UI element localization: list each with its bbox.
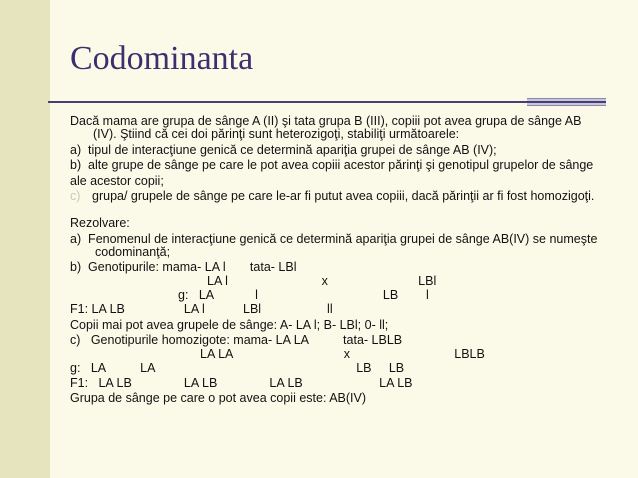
answer-b-genotypes: b) Genotipurile: mama- LA l tata- LBl (70, 260, 297, 274)
answer-c-result: Grupa de sânge pe care o pot avea copii este: AB(IV) (70, 391, 367, 405)
question-c-marker: c) (70, 189, 81, 203)
problem-line-2: (IV). Ştiind că cei doi părinţi sunt heterozigoţi, stabiliţi următoarele: (93, 127, 460, 141)
cross-1-parents: LA l x LBl (207, 274, 437, 288)
cross-2-f1: F1: LA LB LA LB LA LB LA LB (70, 376, 413, 390)
cross-2-gametes: g: LA LA LB LB (70, 361, 405, 375)
answer-c-genotypes: c) Genotipurile homozigote: mama- LA LA tata- LBLB (70, 333, 403, 347)
slide-title: Codominanta (70, 40, 254, 77)
title-divider (48, 101, 606, 103)
title-divider-accent-line (527, 101, 606, 103)
solution-heading: Rezolvare: (70, 216, 130, 230)
answer-a: a) Fenomenul de interacţiune genică ce determină apariţia grupei de sânge AB(IV) se numeşte (70, 232, 598, 246)
question-b: b) alte grupe de sânge pe care le pot avea copiii acestor părinţi şi genotipul grupelor de sânge (70, 158, 594, 172)
question-a: a) tipul de interacţiune genică ce determină apariţia grupei de sânge AB (IV); (70, 143, 497, 157)
cross-1-f1: F1: LA LB LA l LBl ll (70, 302, 333, 316)
answer-b-groups: Copii mai pot avea grupele de sânge: A- LA l; B- LBl; 0- ll; (70, 318, 389, 332)
answer-a-continued: codominanţă; (95, 245, 171, 259)
cross-2-parents: LA LA x LBLB (200, 347, 485, 361)
cross-1-gametes: g: LA l LB l (178, 288, 429, 302)
question-c: grupa/ grupele de sânge pe care le-ar fi putut avea copiii, dacă părinţii ar fi fost homozigoţi. (92, 189, 595, 203)
left-sidebar-band (0, 0, 50, 478)
problem-line-1: Dacă mama are grupa de sânge A (II) şi tata grupa B (III), copiii pot avea grupa de sânge AB (70, 114, 582, 128)
question-b-continued: ale acestor copii; (70, 174, 164, 188)
